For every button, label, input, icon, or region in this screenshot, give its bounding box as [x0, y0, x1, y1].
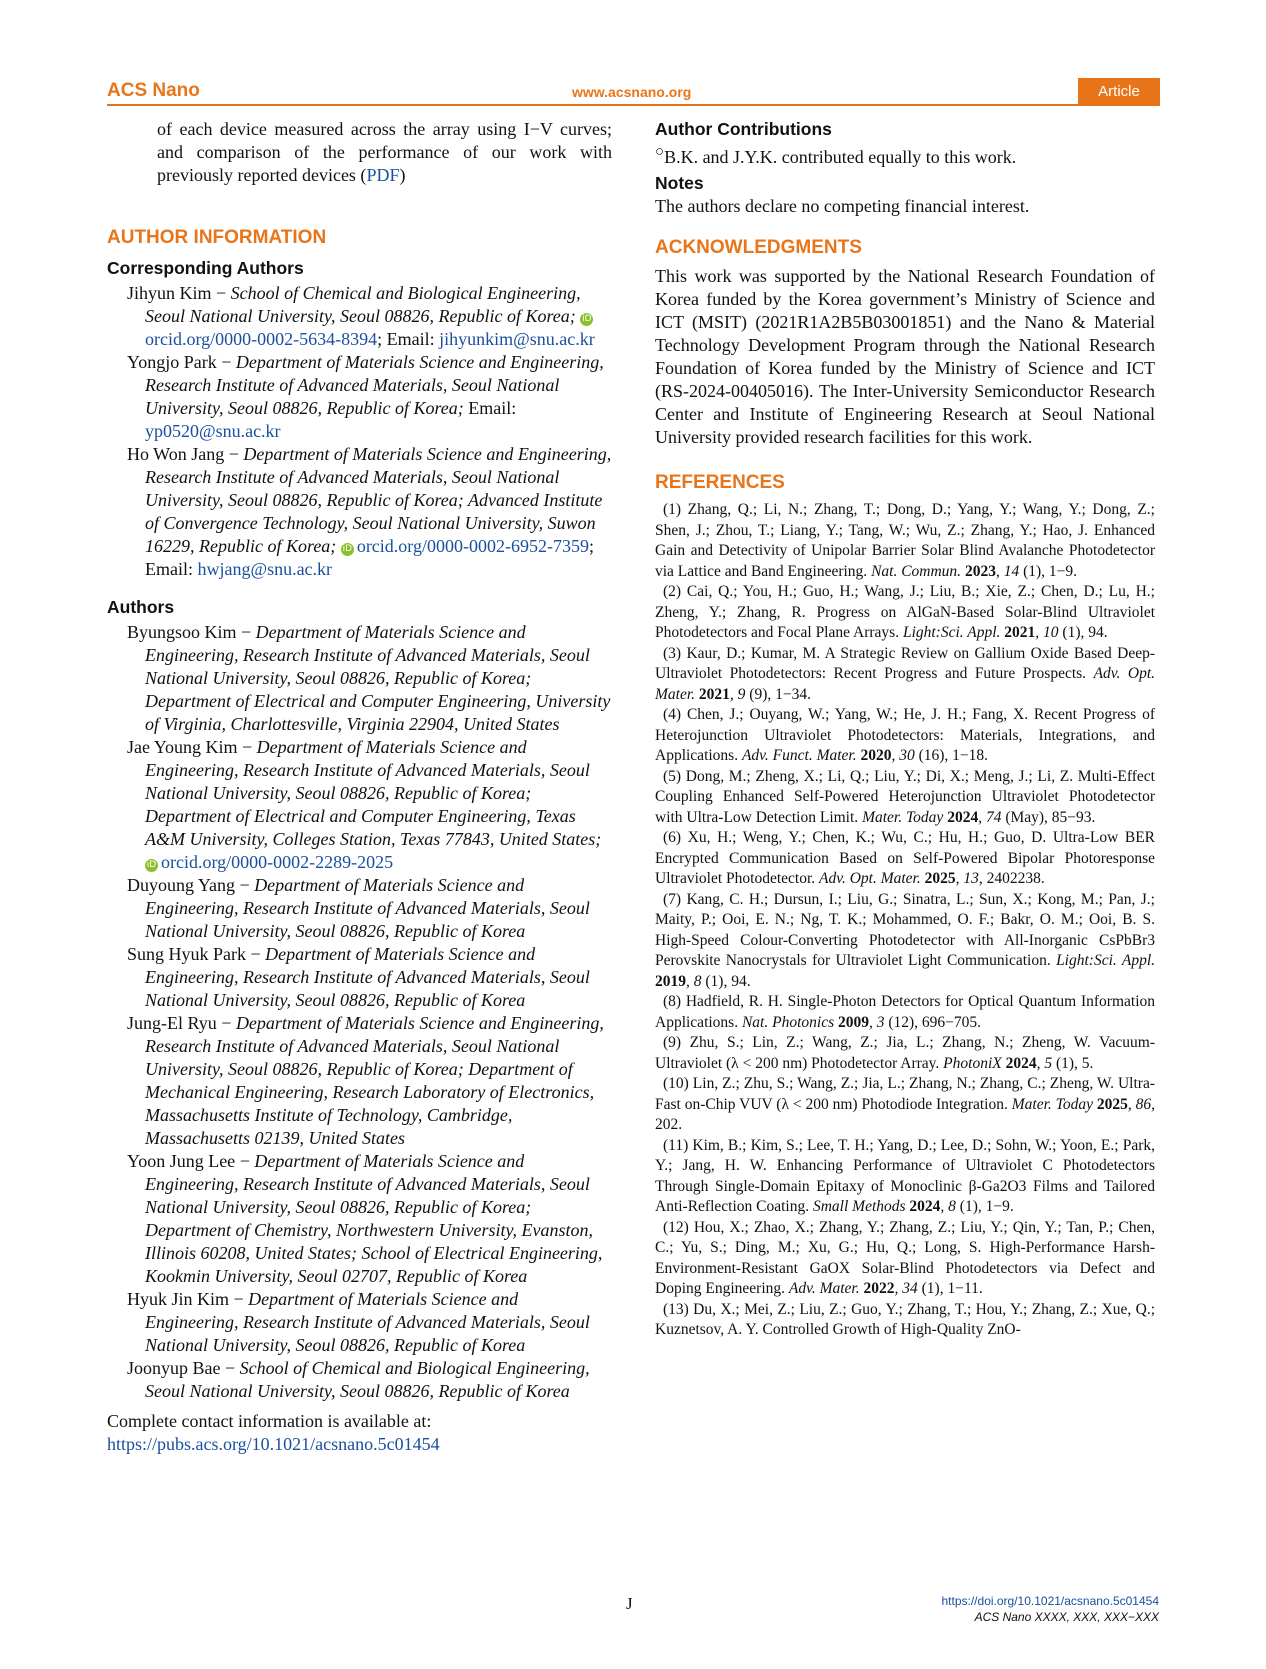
separator: − [235, 1151, 255, 1171]
references-heading: REFERENCES [655, 472, 785, 493]
reference-item [655, 582, 1155, 644]
author-affiliation: Department of Materials Science and Engineering, Research Institute of Advanced Materials, Seoul National University, Seoul 08826, Republic of Korea [145, 944, 590, 1010]
contact-text: Complete contact information is available at: [107, 1411, 432, 1431]
reference-text: (5) Dong, M.; Zheng, X.; Li, Q.; Liu, Y.; Di, X.; Meng, J.; Li, Z. Multi-Effect Coupling Enhanced Self-Powered Heterojunction Ultraviolet Photodetector with Ultra-Low Detection Limit. [655, 767, 1155, 826]
page-number: J [626, 1594, 633, 1613]
reference-pages: (16), 1−18. [914, 747, 989, 764]
reference-item [655, 1136, 1155, 1218]
separator: − [220, 1358, 240, 1378]
reference-journal: Mater. Today [862, 808, 944, 826]
reference-volume: , 10 [1035, 624, 1059, 641]
reference-journal: Adv. Opt. Mater. [655, 665, 1155, 703]
author-affiliation: Department of Materials Science and Engineering, Research Institute of Advanced Materials, Seoul National University, Seoul 08826, Republic of Korea; Department of Mechanical Engineering, Research Laboratory of Electronics, Massachusetts Institute of Technology, Cambridge, Massachusetts 02139, United States [145, 1013, 604, 1148]
pdf-link[interactable]: PDF [366, 165, 400, 185]
author-affiliation: School of Chemical and Biological Engineering, Seoul National University, Seoul 08826, Republic of Korea [145, 1358, 590, 1401]
author-entry [107, 736, 612, 874]
separator: − [246, 944, 266, 964]
reference-pages: (1), 1−11. [917, 1280, 983, 1297]
author-entry [107, 943, 612, 1012]
acknowledgments-text: This work was supported by the National Research Foundation of Korea funded by the Korea government’s Ministry of Science and ICT (MSIT) (2021R1A2B5B03001851) and the Nano & Material Technology Development Program through the National Research Foundation of Korea funded by the Ministry of Science and ICT (RS-2024-00405016). The Inter-University Semiconductor Research Center and Institute of Engineering Research at Seoul National University provided research facilities for this work. [655, 266, 1155, 447]
reference-item [655, 1300, 1155, 1341]
notes-text: The authors declare no competing financial interest. [655, 196, 1030, 216]
reference-text: (10) Lin, Z.; Zhu, S.; Wang, Z.; Jia, L.; Zhang, N.; Zhang, C.; Zheng, W. Ultra-Fast on-Chip VUV (λ < 200 nm) Photodiode Integration. [655, 1075, 1155, 1113]
corresponding-author-entry [107, 351, 612, 443]
author-name: Jae Young Kim [127, 737, 238, 757]
reference-volume: , 13 [955, 870, 979, 887]
email-label: Email: [468, 398, 517, 418]
reference-pages: (12), 696−705. [884, 1013, 982, 1031]
corresponding-authors-list [107, 282, 612, 581]
reference-volume: , 9 [729, 685, 746, 703]
reference-volume: , 8 [940, 1198, 956, 1215]
author-affiliation: Department of Materials Science and Engineering, Research Institute of Advanced Materials, Seoul National University, Seoul 08826, Republic of Korea; Advanced Institute of Convergence Technology, Seoul National University, Suwon 16229, Republic of Korea; [145, 444, 612, 556]
author-entry [107, 1288, 612, 1357]
email-link[interactable]: yp0520@snu.ac.kr [145, 421, 281, 441]
reference-year: 2025 [920, 870, 956, 887]
author-entry [107, 621, 612, 736]
reference-journal: Small Methods [812, 1198, 906, 1215]
reference-volume: , 74 [978, 808, 1002, 826]
header-divider [107, 104, 1160, 106]
reference-year: 2024 [1001, 1054, 1037, 1072]
corresponding-author-entry [107, 282, 612, 351]
reference-year: 2009 [834, 1013, 869, 1031]
reference-text: (6) Xu, H.; Weng, Y.; Chen, K.; Wu, C.; Hu, H.; Guo, D. Ultra-Low BER Encrypted Communication Based on Self-Powered Bipolar Photoresponse Ultraviolet Photodetector. [655, 829, 1155, 887]
reference-journal: PhotoniX [943, 1054, 1002, 1072]
article-type-badge: Article [1078, 78, 1160, 104]
separator: − [229, 1289, 249, 1309]
orcid-link[interactable]: orcid.org/0000-0002-2289-2025 [161, 852, 394, 872]
reference-item [655, 705, 1155, 767]
reference-journal: Nat. Photonics [741, 1013, 835, 1031]
reference-pages: (1), 1−9. [1019, 562, 1078, 580]
author-name: Byungsoo Kim [127, 622, 237, 642]
email-label: ; Email: [145, 536, 594, 579]
reference-journal: Mater. Today [1011, 1095, 1093, 1113]
reference-year: 2025 [1092, 1095, 1128, 1113]
reference-text: (11) Kim, B.; Kim, S.; Lee, T. H.; Yang, D.; Lee, D.; Sohn, W.; Yoon, E.; Park, Y.; Jang, H. W. Enhancing Performance of Ultraviolet C Photodetectors Through Single-Domain Epitaxy of Monoclinic β-Ga2O3 Films and Tailored Anti-Reflection Coating. [655, 1136, 1155, 1215]
reference-text: (13) Du, X.; Mei, Z.; Liu, Z.; Guo, Y.; Zhang, T.; Hou, Y.; Zhang, Z.; Xue, Q.; Kuznetsov, A. Y. Controlled Growth of High-Quality ZnO- [655, 1300, 1155, 1338]
contact-info [107, 1410, 612, 1456]
corresponding-author-entry [107, 443, 612, 581]
doi-link[interactable]: https://doi.org/10.1021/acsnano.5c01454 [941, 1594, 1159, 1608]
email-label: ; Email: [377, 329, 440, 349]
orcid-link[interactable]: orcid.org/0000-0002-5634-8394 [145, 329, 378, 349]
reference-text: (1) Zhang, Q.; Li, N.; Zhang, T.; Dong, D.; Yang, Y.; Wang, Y.; Dong, Z.; Shen, J.; Zhou, T.; Liang, Y.; Tang, W.; Wu, Z.; Zhang, Y.; Hao, J. Enhanced Gain and Detectivity of Unipolar Barrier Solar Blind Avalanche Photodetector via Lattice and Band Engineering. [655, 501, 1155, 580]
author-info-heading: AUTHOR INFORMATION [107, 227, 327, 248]
references-list [655, 500, 1155, 1341]
orcid-icon: iD [582, 314, 592, 324]
author-affiliation: School of Chemical and Biological Engineering, Seoul National University, Seoul 08826, Republic of Korea; [145, 283, 581, 326]
reference-item [655, 1033, 1155, 1074]
reference-pages: , 202. [655, 1095, 1156, 1133]
corresponding-authors-heading: Corresponding Authors [107, 258, 304, 278]
email-link[interactable]: hwjang@snu.ac.kr [197, 559, 333, 579]
reference-pages: (9), 1−34. [745, 685, 811, 703]
separator: − [216, 1013, 236, 1033]
author-affiliation: Department of Materials Science and Engineering, Research Institute of Advanced Materials, Seoul National University, Seoul 08826, Republic of Korea; Department of Chemistry, Northwestern University, Evanston, Illinois 60208, United States; School of Electrical Engineering, Kookmin University, Seoul 02707, Republic of Korea [145, 1151, 603, 1286]
reference-pages: (May), 85−93. [1001, 808, 1096, 826]
orcid-link[interactable]: orcid.org/0000-0002-6952-7359 [356, 536, 589, 556]
author-affiliation: Department of Materials Science and Engineering, Research Institute of Advanced Materials, Seoul National University, Seoul 08826, Republic of Korea [145, 875, 590, 941]
author-affiliation: Department of Materials Science and Engineering, Research Institute of Advanced Materials, Seoul National University, Seoul 08826, Republic of Korea; Department of Electrical and Computer Engineering, Texas A&M University, Colleges Station, Texas 77843, United States; [145, 737, 602, 849]
reference-pages: (1), 1−9. [955, 1198, 1014, 1215]
reference-item [655, 1218, 1155, 1300]
reference-pages: (1), 94. [701, 972, 751, 990]
reference-text: (7) Kang, C. H.; Dursun, I.; Liu, G.; Sinatra, L.; Sun, X.; Kong, M.; Pan, J.; Maity, P.; Ooi, E. N.; Ng, T. K.; Mohammed, O. F.; Bakr, O. M.; Ooi, B. S. High-Speed Colour-Converting Photodetector with All-Inorganic CsPbBr3 Perovskite Nanocrystals for Ultraviolet Light Communication. [655, 890, 1155, 969]
notes-heading: Notes [655, 173, 704, 193]
reference-pages: , 2402238. [978, 870, 1045, 887]
reference-item [655, 500, 1155, 582]
reference-year: 2024 [943, 808, 979, 826]
reference-item [655, 644, 1155, 706]
journal-url-link[interactable]: www.acsnano.org [572, 84, 692, 100]
supporting-info-text: of each device measured across the array using I−V curves; and comparison of the performance of our work with previously reported devices (PDF) [157, 119, 612, 185]
reference-pages: (1), 94. [1058, 624, 1108, 641]
reference-journal: Adv. Funct. Mater. [741, 747, 857, 764]
authors-list [107, 621, 612, 1403]
contact-url-link[interactable]: https://pubs.acs.org/10.1021/acsnano.5c01454 [107, 1434, 440, 1454]
reference-journal: Nat. Commun. [871, 562, 962, 580]
reference-item [655, 1074, 1155, 1136]
author-name: Jihyun Kim [127, 283, 212, 303]
reference-year: 2022 [859, 1280, 895, 1297]
reference-volume: , 30 [891, 747, 915, 764]
reference-text: (9) Zhu, S.; Lin, Z.; Wang, Z.; Jia, L.; Zhang, N.; Zheng, W. Vacuum-Ultraviolet (λ < 200 nm) Photodetector Array. [655, 1034, 1155, 1072]
author-affiliation: Department of Materials Science and Engineering, Research Institute of Advanced Materials, Seoul National University, Seoul 08826, Republic of Korea [145, 1289, 590, 1355]
reference-year: 2023 [961, 562, 996, 580]
reference-item [655, 890, 1155, 993]
citation-line: ACS Nano XXXX, XXX, XXX−XXX [974, 1610, 1159, 1624]
reference-journal: Light:Sci. Appl. [1056, 952, 1155, 969]
reference-year: 2021 [695, 685, 730, 703]
separator: − [236, 622, 256, 642]
reference-year: 2020 [856, 747, 892, 764]
reference-text: (2) Cai, Q.; You, H.; Guo, H.; Wang, J.; Liu, B.; Xie, Z.; Chen, D.; Lu, H.; Zheng, Y.; Zhang, R. Progress on AlGaN-Based Solar-Blind Ultraviolet Photodetectors and Focal Plane Arrays. [655, 583, 1155, 641]
reference-volume: , 14 [995, 562, 1020, 580]
separator: − [211, 283, 231, 303]
reference-text: (4) Chen, J.; Ouyang, W.; Yang, W.; He, J. H.; Fang, X. Recent Progress of Heterojunction Ultraviolet Photodetectors: Materials, Integrations, and Applications. [655, 706, 1155, 764]
author-affiliation: Department of Materials Science and Engineering, Research Institute of Advanced Materials, Seoul National University, Seoul 08826, Republic of Korea; Department of Electrical and Computer Engineering, University of Virginia, Charlottesville, Virginia 22904, United States [145, 622, 611, 734]
reference-volume: , 5 [1036, 1054, 1053, 1072]
author-name: Sung Hyuk Park [127, 944, 247, 964]
equal-contribution-symbol: ○ [655, 144, 665, 160]
separator: − [224, 444, 244, 464]
author-name: Hyuk Jin Kim [127, 1289, 230, 1309]
reference-journal: Adv. Opt. Mater. [819, 870, 921, 887]
reference-pages: (1), 5. [1052, 1054, 1094, 1072]
reference-year: 2024 [905, 1198, 941, 1215]
reference-volume: , 34 [894, 1280, 918, 1297]
reference-text: (8) Hadfield, R. H. Single-Photon Detectors for Optical Quantum Information Applications. [655, 993, 1155, 1031]
right-column [655, 118, 1155, 1341]
reference-journal: Light:Sci. Appl. [902, 624, 1001, 641]
author-name: Yongjo Park [127, 352, 217, 372]
separator: − [235, 875, 255, 895]
left-column [107, 118, 612, 1456]
reference-journal: Adv. Mater. [788, 1280, 860, 1297]
reference-year: 2019 [655, 972, 686, 990]
reference-year: 2021 [1000, 624, 1036, 641]
reference-item [655, 767, 1155, 829]
author-name: Yoon Jung Lee [127, 1151, 236, 1171]
author-entry [107, 874, 612, 943]
journal-name: ACS Nano [107, 80, 200, 101]
reference-item [655, 828, 1155, 890]
email-link[interactable]: jihyunkim@snu.ac.kr [439, 329, 595, 349]
reference-volume: , 3 [868, 1013, 885, 1031]
orcid-icon: iD [146, 860, 157, 870]
reference-item [655, 992, 1155, 1033]
contributions-text: ○B.K. and J.Y.K. contributed equally to this work. [655, 144, 1017, 167]
separator: − [237, 737, 257, 757]
reference-text: (12) Hou, X.; Zhao, X.; Zhang, Y.; Zhang, Z.; Liu, Y.; Qin, Y.; Tan, P.; Chen, C.; Yu, S.; Ding, M.; Xu, G.; Hu, Q.; Long, S. High-Performance Harsh-Environment-Resistant GaOX Solar-Blind Photodetectors via Defect and Doping Engineering. [655, 1218, 1155, 1297]
author-name: Jung-El Ryu [127, 1013, 217, 1033]
author-entry [107, 1012, 612, 1150]
reference-text: (3) Kaur, D.; Kumar, M. A Strategic Review on Gallium Oxide Based Deep-Ultraviolet Photodetectors: Recent Progress and Future Prospects. [655, 644, 1155, 682]
author-entry [107, 1150, 612, 1288]
authors-heading: Authors [107, 597, 175, 617]
orcid-icon: iD [342, 544, 353, 554]
reference-volume: , 8 [686, 972, 702, 990]
author-name: Joonyup Bae [127, 1358, 221, 1378]
separator: − [216, 352, 236, 372]
reference-volume: , 86 [1127, 1095, 1152, 1113]
author-name: Ho Won Jang [127, 444, 225, 464]
author-entry [107, 1357, 612, 1403]
author-contributions-heading: Author Contributions [655, 119, 832, 139]
author-name: Duyoung Yang [127, 875, 236, 895]
author-affiliation: Department of Materials Science and Engineering, Research Institute of Advanced Materials, Seoul National University, Seoul 08826, Republic of Korea; [145, 352, 604, 418]
acknowledgments-heading: ACKNOWLEDGMENTS [655, 237, 862, 258]
